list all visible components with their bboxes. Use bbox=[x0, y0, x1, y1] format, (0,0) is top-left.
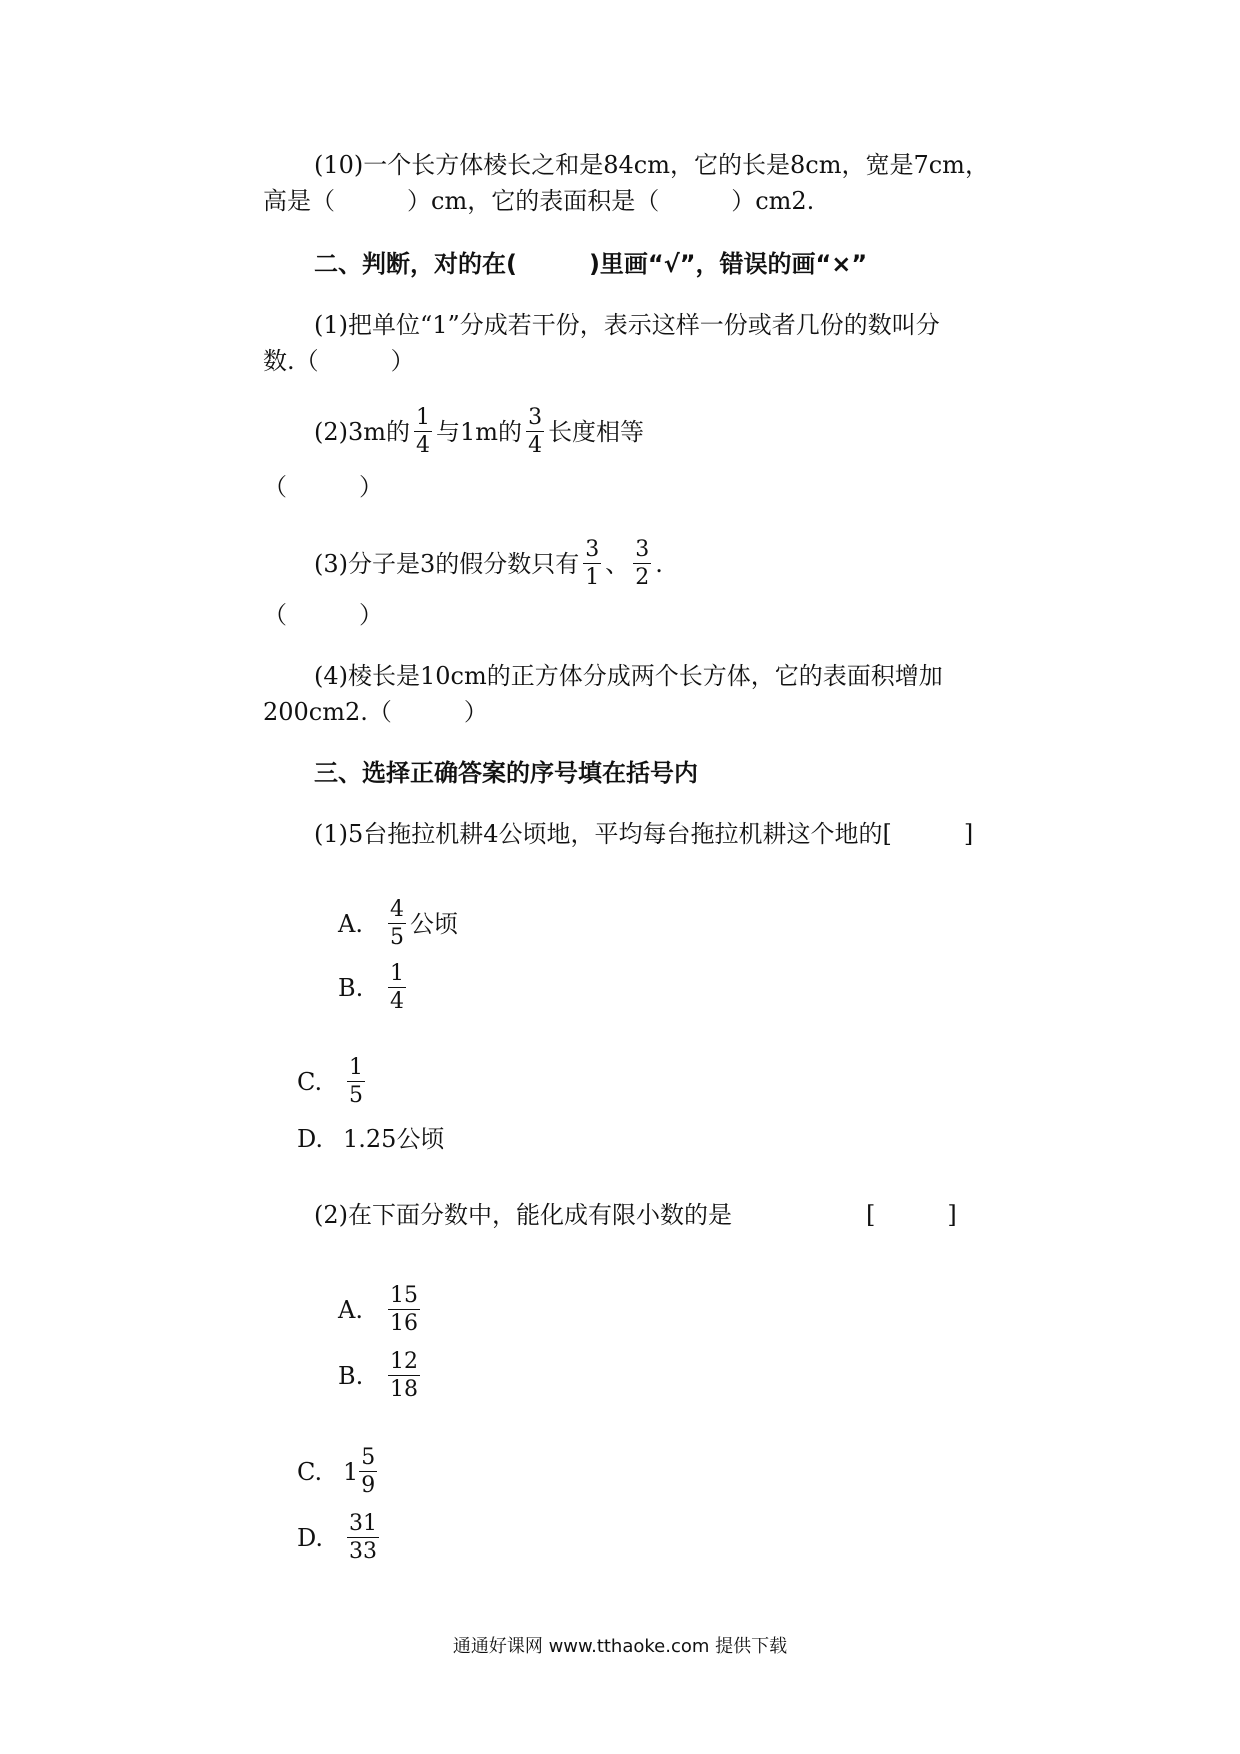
denominator: 4 bbox=[416, 433, 431, 458]
s2-item2-mid: 与1m的 bbox=[436, 418, 523, 446]
fraction bbox=[388, 962, 406, 1014]
fraction-bar bbox=[583, 563, 601, 564]
denominator: 2 bbox=[635, 565, 650, 590]
fraction bbox=[347, 1056, 365, 1108]
option-label: B. bbox=[338, 974, 364, 1002]
option-label: A. bbox=[338, 1296, 363, 1324]
denominator: 18 bbox=[390, 1377, 418, 1402]
s3-q2-option-b bbox=[338, 1350, 424, 1402]
fraction-bar bbox=[388, 987, 406, 988]
s2-item2-paren: （ ） bbox=[263, 473, 383, 501]
s3-q2-bracket: [ ] bbox=[866, 1201, 957, 1229]
s3-q1-option-d bbox=[297, 1124, 444, 1154]
fraction bbox=[347, 1512, 379, 1564]
s2-item2-post: 长度相等 bbox=[548, 418, 645, 446]
fraction bbox=[388, 1350, 420, 1402]
s2-item2-pre: (2)3m的 bbox=[314, 418, 411, 446]
s2-item3-paren: （ ） bbox=[263, 601, 383, 629]
numerator: 4 bbox=[390, 897, 404, 922]
numerator: 3 bbox=[528, 405, 543, 430]
page-footer: 通通好课网 www.tthaoke.com 提供下载 bbox=[452, 1636, 788, 1657]
fraction bbox=[583, 538, 601, 590]
s3-q2-stem: (2)在下面分数中，能化成有限小数的是 bbox=[314, 1201, 732, 1229]
fraction-bar bbox=[347, 1537, 379, 1538]
denominator: 4 bbox=[528, 433, 543, 458]
denominator: 9 bbox=[361, 1473, 376, 1498]
option-text: 1.25公顷 bbox=[343, 1125, 445, 1153]
fraction bbox=[359, 1446, 377, 1498]
section3-heading: 三、选择正确答案的序号填在括号内 bbox=[314, 759, 698, 787]
denominator: 1 bbox=[585, 565, 600, 590]
q10-line1: (10)一个长方体棱长之和是84cm，它的长是8cm，宽是7cm， bbox=[314, 151, 989, 179]
fraction bbox=[633, 538, 651, 590]
denominator: 5 bbox=[349, 1083, 363, 1108]
s3-q2-option-d bbox=[297, 1512, 383, 1564]
fraction-bar bbox=[526, 431, 544, 432]
denominator: 4 bbox=[390, 989, 404, 1014]
option-label: B. bbox=[338, 1362, 364, 1390]
s2-item3 bbox=[314, 538, 663, 590]
fraction-bar bbox=[388, 923, 406, 924]
denominator: 5 bbox=[390, 925, 404, 950]
fraction bbox=[414, 406, 432, 458]
whole-part: 1 bbox=[343, 1458, 359, 1486]
option-suffix: 公顷 bbox=[410, 910, 458, 938]
numerator: 1 bbox=[349, 1055, 363, 1080]
numerator: 1 bbox=[390, 961, 404, 986]
s2-item3-post: . bbox=[655, 550, 663, 578]
denominator: 33 bbox=[349, 1539, 377, 1564]
numerator: 15 bbox=[390, 1283, 418, 1308]
numerator: 1 bbox=[416, 405, 431, 430]
s3-q1-option-a bbox=[338, 898, 458, 950]
fraction-bar bbox=[633, 563, 651, 564]
s2-item1-line2: 数.（ ） bbox=[263, 347, 415, 375]
s2-item2 bbox=[314, 406, 644, 458]
option-label: C. bbox=[297, 1458, 323, 1486]
fraction-bar bbox=[388, 1375, 420, 1376]
s3-q1-stem: (1)5台拖拉机耕4公顷地，平均每台拖拉机耕这个地的[ ] bbox=[314, 820, 974, 848]
fraction-bar bbox=[414, 431, 432, 432]
s3-q1-option-b bbox=[338, 962, 410, 1014]
s2-item4-line2: 200cm2.（ ） bbox=[263, 698, 488, 726]
q10-line2: 高是（ ）cm，它的表面积是（ ）cm2. bbox=[263, 187, 815, 215]
option-label: D. bbox=[297, 1524, 324, 1552]
section2-heading: 二、判断，对的在( )里画“√”，错误的画“×” bbox=[314, 250, 868, 278]
fraction bbox=[526, 406, 544, 458]
s2-item3-pre: (3)分子是3的假分数只有 bbox=[314, 550, 580, 578]
option-label: C. bbox=[297, 1068, 323, 1096]
option-label: A. bbox=[338, 910, 363, 938]
s3-q2-option-c bbox=[297, 1446, 381, 1498]
s2-item3-mid: 、 bbox=[605, 550, 630, 578]
fraction bbox=[388, 898, 406, 950]
fraction-bar bbox=[388, 1309, 420, 1310]
denominator: 16 bbox=[390, 1311, 418, 1336]
fraction-bar bbox=[347, 1081, 365, 1082]
option-label: D. bbox=[297, 1125, 324, 1153]
fraction bbox=[388, 1284, 420, 1336]
s2-item4-line1: (4)棱长是10cm的正方体分成两个长方体，它的表面积增加 bbox=[314, 662, 943, 690]
mixed-number bbox=[343, 1446, 381, 1498]
numerator: 5 bbox=[361, 1445, 376, 1470]
fraction-bar bbox=[359, 1471, 377, 1472]
numerator: 12 bbox=[390, 1349, 418, 1374]
numerator: 31 bbox=[349, 1511, 377, 1536]
numerator: 3 bbox=[585, 537, 600, 562]
numerator: 3 bbox=[635, 537, 650, 562]
s3-q2-option-a bbox=[338, 1284, 424, 1336]
s3-q1-option-c bbox=[297, 1056, 369, 1108]
s2-item1-line1: (1)把单位“1”分成若干份，表示这样一份或者几份的数叫分 bbox=[314, 311, 940, 339]
